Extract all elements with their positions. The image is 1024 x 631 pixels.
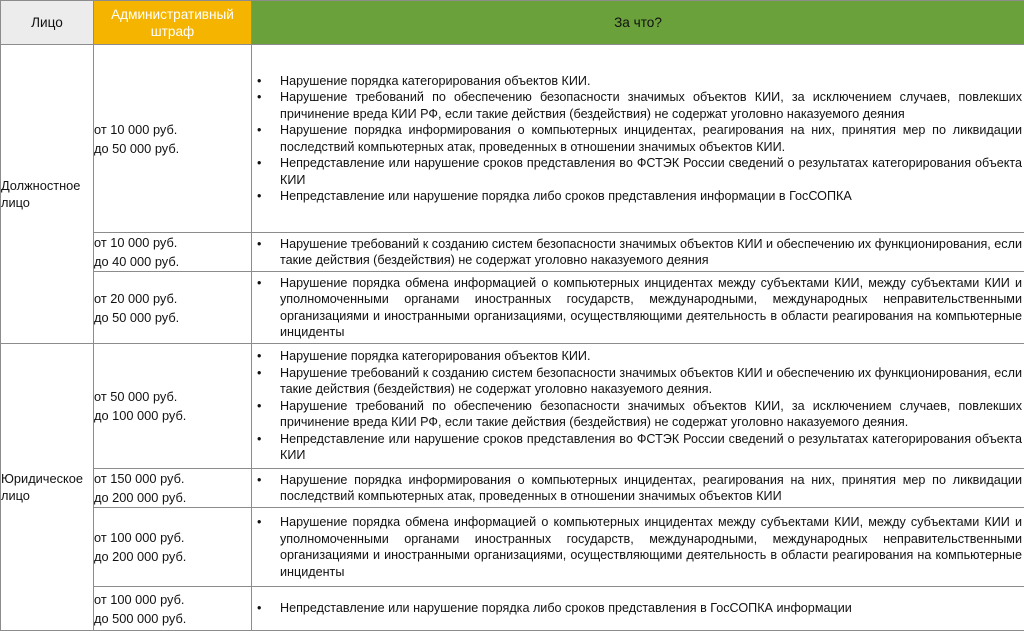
reasons-cell — [252, 45, 1024, 233]
violation-text: Непредставление или нарушение сроков представления во ФСТЭК России сведений о результатах категорирования объекта КИИ — [280, 432, 1022, 463]
violation-list — [252, 472, 1024, 505]
bullet-icon: • — [257, 275, 261, 292]
bullet-icon: • — [257, 236, 261, 253]
bullet-icon: • — [257, 348, 261, 365]
violation-text: Непредставление или нарушение сроков представления во ФСТЭК России сведений о результатах категорирования объекта КИИ — [280, 156, 1022, 187]
fine-to: до 50 000 руб. — [94, 139, 251, 158]
fine-cell — [94, 233, 252, 272]
header-reason: За что? — [252, 1, 1024, 45]
fine-from: от 20 000 руб. — [94, 289, 251, 308]
violation-text: Нарушение порядка категорирования объектов КИИ. — [280, 349, 590, 363]
fine-cell — [94, 587, 252, 631]
violation-list — [252, 275, 1024, 341]
reasons-cell — [252, 469, 1024, 508]
violation-item — [252, 348, 1024, 365]
violation-item — [252, 89, 1024, 122]
violation-text: Нарушение порядка категорирования объектов КИИ. — [280, 74, 590, 88]
table-row — [1, 45, 1024, 233]
violation-item — [252, 122, 1024, 155]
violation-text: Нарушение требований по обеспечению безопасности значимых объектов КИИ, за исключением случаев, повлекших причинение вреда КИИ РФ, если такие действия (бездействия) не содержат уголовно наказуемого деяния — [280, 90, 1022, 121]
fine-from: от 100 000 руб. — [94, 590, 251, 609]
violation-item — [252, 73, 1024, 90]
fine-to: до 200 000 руб. — [94, 488, 251, 507]
bullet-icon: • — [257, 514, 261, 531]
violation-item — [252, 365, 1024, 398]
violation-text: Нарушение порядка обмена информацией о компьютерных инцидентах между субъектами КИИ, между субъектами КИИ и уполномоченными органами иностранных государств, международными, международных неправительственными организациями и иностранными организациями, осуществляющими деятельность в области реагирования на компьютерные инциденты — [280, 276, 1022, 340]
violation-item — [252, 155, 1024, 188]
entity-cell: Юридическое лицо — [1, 344, 94, 631]
violation-item — [252, 236, 1024, 269]
fine-from: от 10 000 руб. — [94, 233, 251, 252]
fine-cell — [94, 469, 252, 508]
bullet-icon: • — [257, 472, 261, 489]
bullet-icon: • — [257, 155, 261, 172]
fine-to: до 500 000 руб. — [94, 609, 251, 628]
violation-list — [252, 236, 1024, 269]
header-entity: Лицо — [1, 1, 94, 45]
violation-text: Нарушение требований к созданию систем безопасности значимых объектов КИИ и обеспечению их функционирования, если такие действия (бездействия) не содержат уголовно наказуемого деяния. — [280, 366, 1022, 397]
violation-text: Непредставление или нарушение порядка либо сроков представления информации в ГосСОПКА — [280, 189, 852, 203]
violation-item — [252, 472, 1024, 505]
reasons-cell — [252, 508, 1024, 587]
violation-item — [252, 188, 1024, 205]
reasons-cell — [252, 344, 1024, 469]
fine-to: до 50 000 руб. — [94, 308, 251, 327]
fine-to: до 40 000 руб. — [94, 252, 251, 271]
bullet-icon: • — [257, 365, 261, 382]
fine-to: до 200 000 руб. — [94, 547, 251, 566]
fine-cell — [94, 508, 252, 587]
entity-cell: Должностное лицо — [1, 45, 94, 344]
bullet-icon: • — [257, 122, 261, 139]
violation-list — [252, 514, 1024, 580]
violation-item — [252, 431, 1024, 464]
reasons-cell — [252, 587, 1024, 631]
violation-text: Нарушение требований по обеспечению безопасности значимых объектов КИИ, за исключением случаев, повлекших причинение вреда КИИ РФ, если такие действия (бездействия) не содержат уголовно наказуемого деяния. — [280, 399, 1022, 430]
fine-from: от 150 000 руб. — [94, 469, 251, 488]
table-row — [1, 508, 1024, 587]
fine-from: от 50 000 руб. — [94, 387, 251, 406]
violation-text: Нарушение требований к созданию систем безопасности значимых объектов КИИ и обеспечению их функционирования, если такие действия (бездействия) не содержат уголовно наказуемого деяния — [280, 237, 1022, 268]
table-row — [1, 469, 1024, 508]
table-row — [1, 272, 1024, 344]
violation-item — [252, 275, 1024, 341]
bullet-icon: • — [257, 431, 261, 448]
fine-cell — [94, 344, 252, 469]
table-row — [1, 344, 1024, 469]
fine-from: от 100 000 руб. — [94, 528, 251, 547]
table-body — [1, 45, 1024, 631]
table-row — [1, 233, 1024, 272]
fine-cell — [94, 45, 252, 233]
violation-list — [252, 600, 1024, 617]
bullet-icon: • — [257, 398, 261, 415]
fine-cell — [94, 272, 252, 344]
header-fine: Административный штраф — [94, 1, 252, 45]
bullet-icon: • — [257, 600, 261, 617]
violation-text: Непредставление или нарушение порядка либо сроков представления в ГосСОПКА информации — [280, 601, 852, 615]
violation-item — [252, 600, 1024, 617]
reasons-cell — [252, 233, 1024, 272]
violation-item — [252, 514, 1024, 580]
violation-item — [252, 398, 1024, 431]
fine-from: от 10 000 руб. — [94, 120, 251, 139]
header-row — [1, 1, 1024, 45]
table-row — [1, 587, 1024, 631]
bullet-icon: • — [257, 89, 261, 106]
reasons-cell — [252, 272, 1024, 344]
bullet-icon: • — [257, 188, 261, 205]
violation-list — [252, 73, 1024, 205]
bullet-icon: • — [257, 73, 261, 90]
violation-text: Нарушение порядка обмена информацией о компьютерных инцидентах между субъектами КИИ, между субъектами КИИ и уполномоченными органами иностранных государств, международными, международных неправительственными организациями и иностранными организациями, осуществляющими деятельность в области реагирования на компьютерные инциденты — [280, 515, 1022, 579]
fine-to: до 100 000 руб. — [94, 406, 251, 425]
violation-text: Нарушение порядка информирования о компьютерных инцидентах, реагирования на них, принятия мер по ликвидации последствий компьютерных атак, проведенных в отношении значимых объектов КИИ. — [280, 123, 1022, 154]
violation-list — [252, 348, 1024, 464]
violation-text: Нарушение порядка информирования о компьютерных инцидентах, реагирования на них, принятия мер по ликвидации последствий компьютерных атак, проведенных в отношении значимых объектов КИИ — [280, 473, 1022, 504]
